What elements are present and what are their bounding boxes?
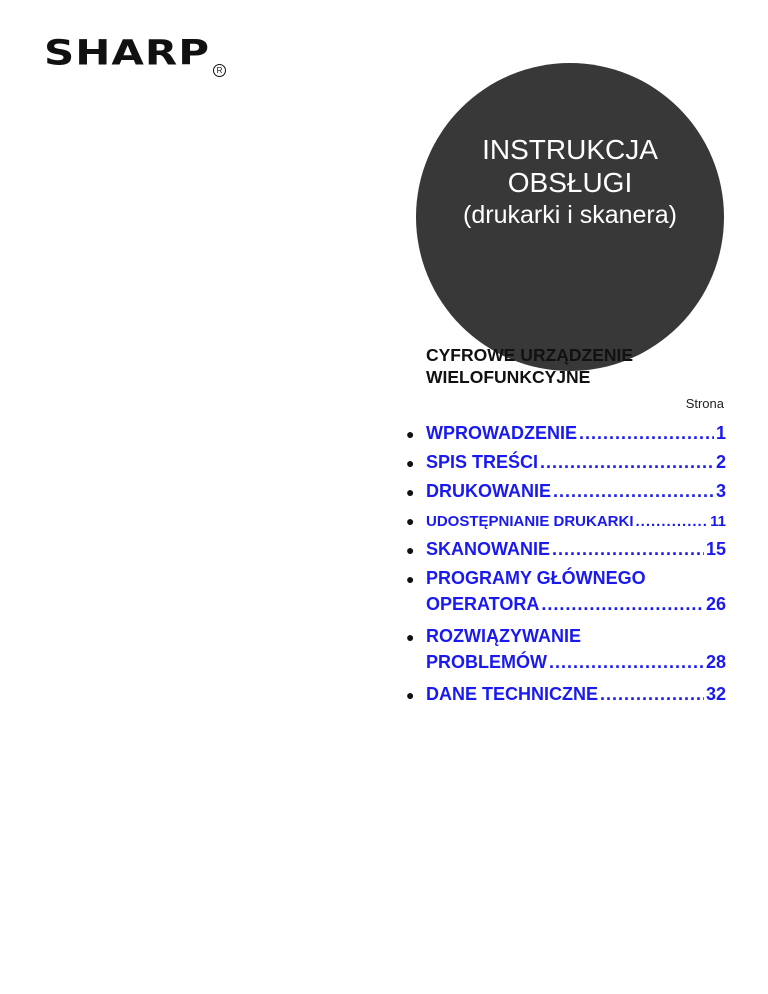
title-line-2: OBSŁUGI [507, 166, 633, 198]
toc-label[interactable]: PROBLEMÓW [426, 652, 547, 672]
toc-page[interactable]: 26 [705, 594, 726, 614]
toc-item-programy-line1[interactable] [406, 565, 726, 594]
toc-item-wprowadzenie[interactable] [406, 420, 726, 449]
toc-item-rozwiazywanie-line2[interactable] [406, 652, 726, 681]
toc-page[interactable]: 1 [715, 423, 726, 443]
toc-label[interactable]: PROGRAMY GŁÓWNEGO [426, 568, 646, 588]
logo-text: SHARP [44, 32, 211, 73]
leader-dots [552, 539, 704, 560]
bullet-icon: ● [406, 571, 415, 587]
toc-item-programy-line2[interactable] [406, 594, 726, 623]
bullet-icon: ● [406, 513, 415, 529]
toc-label[interactable]: ROZWIĄZYWANIE [426, 626, 581, 646]
toc-label[interactable]: UDOSTĘPNIANIE DRUKARKI [426, 513, 634, 530]
toc-label[interactable]: SKANOWANIE [426, 539, 551, 559]
toc-item-dane-techniczne[interactable] [406, 681, 726, 710]
toc-page[interactable]: 3 [715, 481, 726, 501]
bullet-icon: ● [406, 687, 415, 703]
toc-page[interactable]: 32 [705, 684, 726, 704]
toc-label[interactable]: DANE TECHNICZNE [426, 684, 599, 704]
toc-item-skanowanie[interactable] [406, 536, 726, 565]
bullet-icon: ● [406, 629, 415, 645]
product-subtitle [426, 344, 633, 388]
page-column-header: Strona [685, 396, 724, 411]
leader-dots [541, 594, 704, 615]
toc-item-rozwiazywanie-line1[interactable] [406, 623, 726, 652]
registered-mark: R [213, 64, 226, 77]
toc-page[interactable]: 11 [710, 513, 726, 530]
bullet-icon: ● [406, 455, 415, 471]
toc-label[interactable]: OPERATORA [426, 594, 540, 614]
toc-item-drukowanie[interactable] [406, 478, 726, 507]
toc-item-spis-tresci[interactable] [406, 449, 726, 478]
table-of-contents [406, 420, 726, 710]
toc-label[interactable]: WPROWADZENIE [426, 423, 577, 443]
title-line-1: INSTRUKCJA [482, 133, 658, 165]
subtitle-line-2: WIELOFUNKCYJNE [426, 367, 591, 387]
leader-dots [600, 684, 704, 705]
toc-page[interactable]: 15 [705, 539, 726, 559]
sharp-logo [44, 32, 226, 78]
toc-item-udostepnianie-drukarki[interactable] [406, 507, 726, 536]
title-line-3: (drukarki i skanera) [463, 200, 677, 229]
toc-label[interactable]: SPIS TREŚCI [426, 452, 539, 472]
leader-dots [549, 652, 704, 673]
toc-label[interactable]: DRUKOWANIE [426, 481, 551, 501]
title-circle [416, 63, 724, 371]
toc-page[interactable]: 28 [705, 652, 726, 672]
leader-dots [636, 513, 709, 530]
leader-dots [553, 481, 714, 502]
leader-dots [540, 452, 714, 473]
bullet-icon: ● [406, 484, 415, 500]
bullet-icon: ● [406, 426, 415, 442]
subtitle-line-1: CYFROWE URZĄDZENIE [426, 345, 634, 365]
bullet-icon: ● [406, 542, 415, 558]
toc-page[interactable]: 2 [715, 452, 726, 472]
leader-dots [579, 423, 714, 444]
